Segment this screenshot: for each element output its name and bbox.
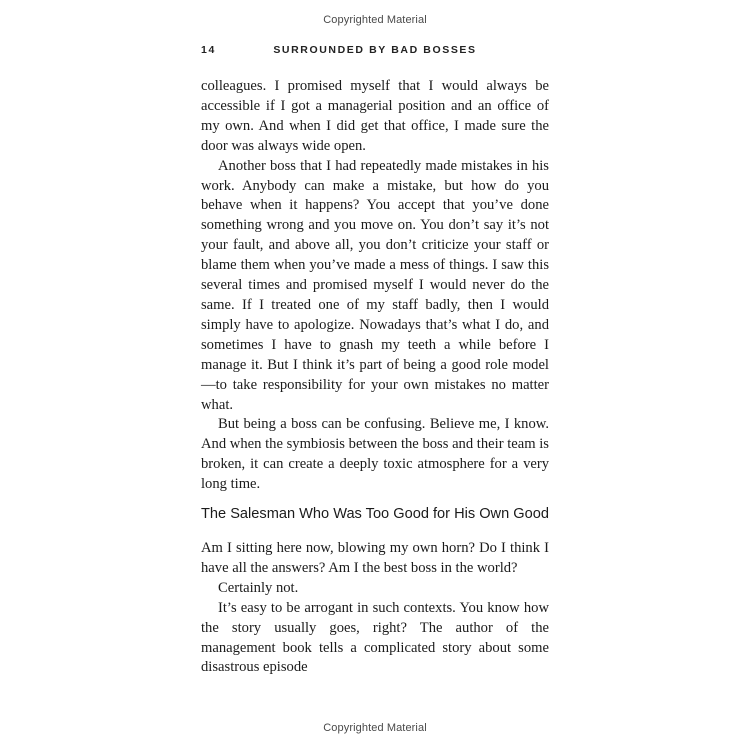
- body-text-before-heading: [201, 77, 549, 495]
- paragraph: It’s easy to be arrogant in such contexts. You know how the story usually goes, right? The author of the management book tells a complicated story about some disastrous episode: [201, 599, 549, 676]
- paragraph: Am I sitting here now, blowing my own horn? Do I think I have all the answers? Am I the best boss in the world?: [201, 540, 549, 576]
- page-number: 14: [201, 44, 216, 56]
- paragraph: colleagues. I promised myself that I would always be accessible if I got a managerial position and an office of my own. And when I did get that office, I made sure the door was always wide open.: [201, 78, 549, 154]
- copyright-watermark-bottom: Copyrighted Material: [323, 722, 427, 734]
- section-heading: The Salesman Who Was Too Good for His Own Good: [201, 506, 549, 522]
- running-header: [201, 44, 549, 60]
- body-text-after-heading: [201, 539, 549, 678]
- paragraph: Another boss that I had repeatedly made mistakes in his work. Anybody can make a mistake, but how do you behave when it happens? You accept that you’ve done something wrong and you move on. You don’t say it’s not your fault, and above all, you don’t criticize your staff or blame them when you’ve made a mess of things. I saw this several times and promised myself I would never do the same. If I treated one of my staff badly, then I would simply have to apologize. Nowadays that’s what I do, and sometimes I have to gnash my teeth a while before I manage it. But I think it’s part of being a good role model—to take responsibility for your own mistakes no matter what.: [201, 157, 549, 413]
- copyright-watermark-top: Copyrighted Material: [323, 14, 427, 26]
- paragraph: But being a boss can be confusing. Believe me, I know. And when the symbiosis between the boss and their team is broken, it can create a deeply toxic atmosphere for a very long time.: [201, 416, 549, 493]
- paragraph: Certainly not.: [218, 579, 299, 596]
- running-title: SURROUNDED BY BAD BOSSES: [273, 44, 477, 56]
